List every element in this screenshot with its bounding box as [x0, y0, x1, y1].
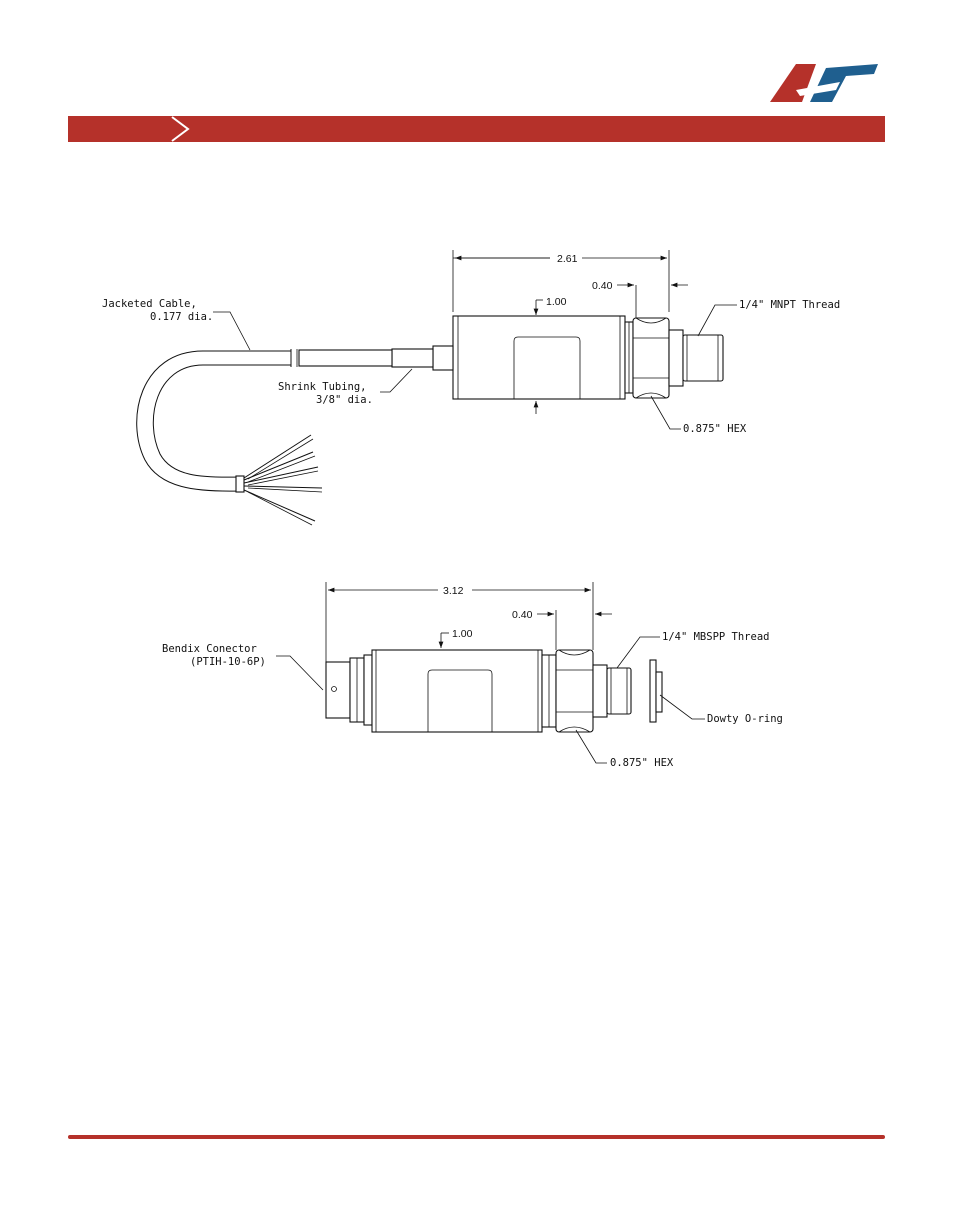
hex-dimension-top: 0.40: [592, 280, 613, 292]
transducer-connector-version: [162, 582, 783, 769]
cable-label-line1: Jacketed Cable,: [102, 298, 197, 310]
transducer-cable-version: [102, 250, 840, 525]
hex-label-top: 0.875" HEX: [683, 423, 747, 435]
overall-dimension-bottom: 3.12: [443, 585, 464, 597]
connector-label-line2: (PTIH-10-6P): [190, 656, 266, 668]
thread-label-top: 1/4" MNPT Thread: [739, 299, 841, 311]
oring-label: Dowty O-ring: [707, 713, 783, 725]
diameter-dimension-bottom: 1.00: [452, 628, 473, 640]
footer-rule: [68, 1135, 885, 1139]
cable-label-line2: 0.177 dia.: [150, 311, 214, 323]
thread-label-bottom: 1/4" MBSPP Thread: [662, 631, 770, 643]
hex-label-bottom: 0.875" HEX: [610, 757, 674, 769]
diameter-dimension-top: 1.00: [546, 296, 567, 308]
shrink-label-line1: Shrink Tubing,: [278, 381, 367, 393]
connector-label-line1: Bendix Conector: [162, 643, 257, 655]
shrink-label-line2: 3/8" dia.: [316, 394, 373, 406]
overall-dimension-top: 2.61: [557, 253, 578, 265]
hex-dimension-bottom: 0.40: [512, 609, 533, 621]
